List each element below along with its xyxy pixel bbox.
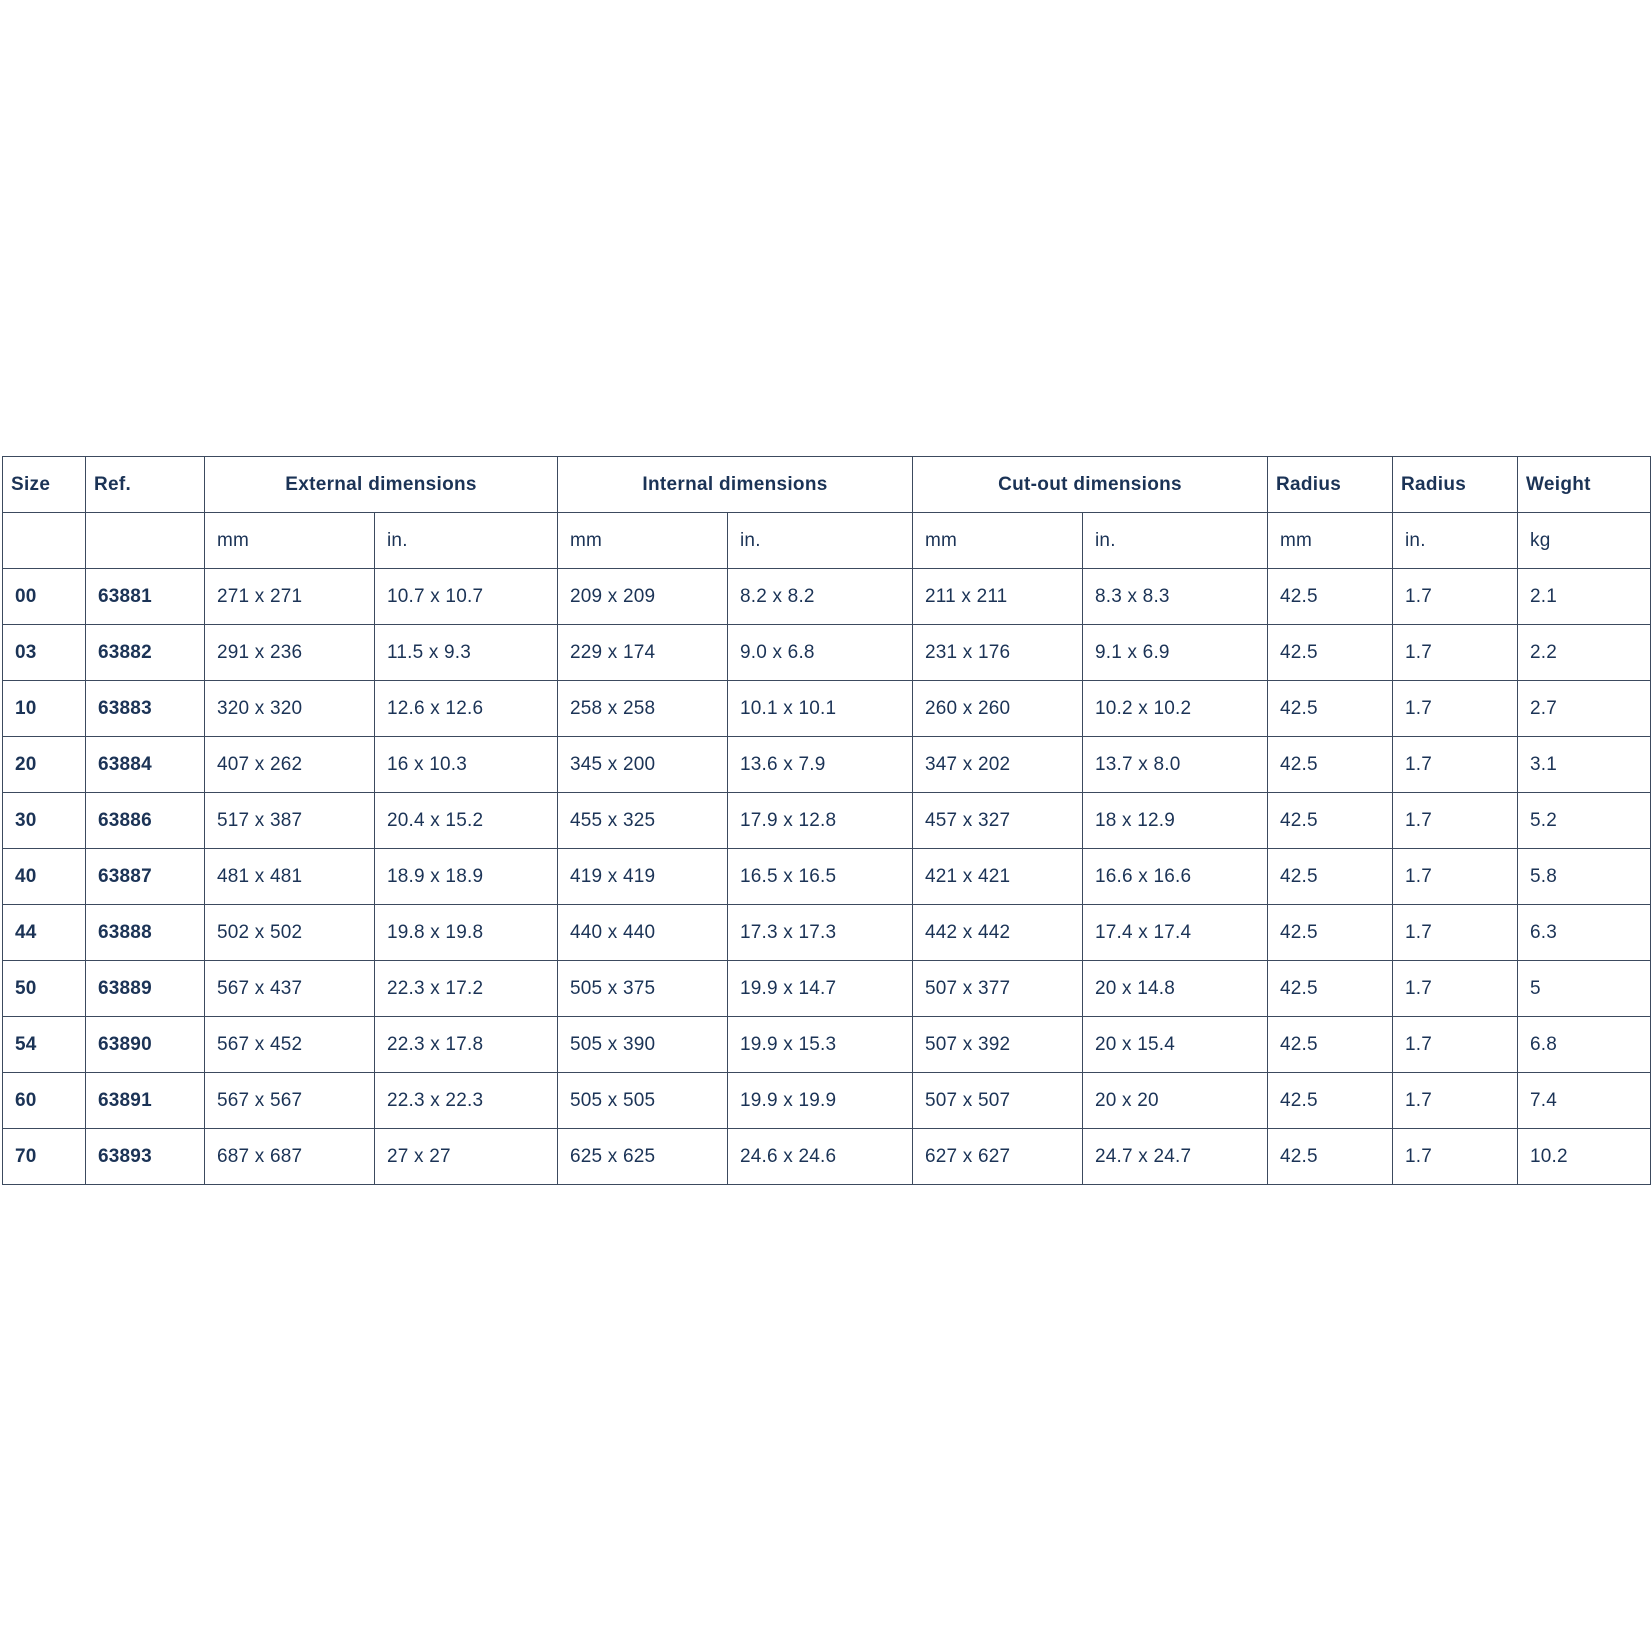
unit-ext-in: in. xyxy=(375,513,558,569)
cell-radius-mm: 42.5 xyxy=(1268,1129,1393,1185)
cell-cut-in: 13.7 x 8.0 xyxy=(1083,737,1268,793)
cell-size: 44 xyxy=(3,905,86,961)
header-weight: Weight xyxy=(1518,457,1651,513)
cell-int-in: 13.6 x 7.9 xyxy=(728,737,913,793)
cell-int-in: 24.6 x 24.6 xyxy=(728,1129,913,1185)
cell-cut-mm: 507 x 392 xyxy=(913,1017,1083,1073)
cell-int-mm: 419 x 419 xyxy=(558,849,728,905)
cell-int-mm: 345 x 200 xyxy=(558,737,728,793)
cell-radius-mm: 42.5 xyxy=(1268,793,1393,849)
cell-size: 30 xyxy=(3,793,86,849)
cell-ref: 63888 xyxy=(86,905,205,961)
cell-radius-in: 1.7 xyxy=(1393,1129,1518,1185)
cell-radius-mm: 42.5 xyxy=(1268,849,1393,905)
table-row xyxy=(3,737,1651,793)
cell-ext-mm: 271 x 271 xyxy=(205,569,375,625)
cell-ext-mm: 517 x 387 xyxy=(205,793,375,849)
cell-radius-mm: 42.5 xyxy=(1268,625,1393,681)
table-row xyxy=(3,1073,1651,1129)
cell-ref: 63884 xyxy=(86,737,205,793)
cell-cut-in: 20 x 20 xyxy=(1083,1073,1268,1129)
cell-ext-mm: 320 x 320 xyxy=(205,681,375,737)
cell-ref: 63882 xyxy=(86,625,205,681)
cell-radius-in: 1.7 xyxy=(1393,793,1518,849)
table-row xyxy=(3,1129,1651,1185)
cell-ext-in: 12.6 x 12.6 xyxy=(375,681,558,737)
cell-ext-mm: 687 x 687 xyxy=(205,1129,375,1185)
cell-radius-in: 1.7 xyxy=(1393,905,1518,961)
cell-ref: 63893 xyxy=(86,1129,205,1185)
cell-int-in: 19.9 x 15.3 xyxy=(728,1017,913,1073)
cell-ref: 63890 xyxy=(86,1017,205,1073)
cell-radius-in: 1.7 xyxy=(1393,961,1518,1017)
cell-size: 00 xyxy=(3,569,86,625)
table-row xyxy=(3,905,1651,961)
cell-int-mm: 440 x 440 xyxy=(558,905,728,961)
cell-ext-mm: 291 x 236 xyxy=(205,625,375,681)
cell-cut-mm: 231 x 176 xyxy=(913,625,1083,681)
cell-cut-in: 16.6 x 16.6 xyxy=(1083,849,1268,905)
header-internal-dimensions: Internal dimensions xyxy=(558,457,913,513)
cell-cut-mm: 211 x 211 xyxy=(913,569,1083,625)
cell-int-mm: 505 x 375 xyxy=(558,961,728,1017)
cell-ref: 63883 xyxy=(86,681,205,737)
cell-weight: 6.3 xyxy=(1518,905,1651,961)
cell-int-mm: 229 x 174 xyxy=(558,625,728,681)
cell-ext-in: 22.3 x 22.3 xyxy=(375,1073,558,1129)
cell-int-mm: 455 x 325 xyxy=(558,793,728,849)
spec-table-container xyxy=(2,456,1650,1185)
cell-ref: 63887 xyxy=(86,849,205,905)
cell-weight: 5.8 xyxy=(1518,849,1651,905)
cell-cut-in: 17.4 x 17.4 xyxy=(1083,905,1268,961)
cell-ext-in: 19.8 x 19.8 xyxy=(375,905,558,961)
cell-cut-mm: 347 x 202 xyxy=(913,737,1083,793)
cell-radius-in: 1.7 xyxy=(1393,849,1518,905)
cell-cut-mm: 507 x 507 xyxy=(913,1073,1083,1129)
unit-ref xyxy=(86,513,205,569)
cell-weight: 10.2 xyxy=(1518,1129,1651,1185)
cell-ext-in: 11.5 x 9.3 xyxy=(375,625,558,681)
cell-weight: 7.4 xyxy=(1518,1073,1651,1129)
cell-radius-in: 1.7 xyxy=(1393,737,1518,793)
cell-cut-in: 24.7 x 24.7 xyxy=(1083,1129,1268,1185)
cell-int-in: 17.3 x 17.3 xyxy=(728,905,913,961)
cell-ext-in: 18.9 x 18.9 xyxy=(375,849,558,905)
cell-int-in: 8.2 x 8.2 xyxy=(728,569,913,625)
cell-ext-mm: 502 x 502 xyxy=(205,905,375,961)
table-row xyxy=(3,1017,1651,1073)
header-radius-in: Radius xyxy=(1393,457,1518,513)
cell-ref: 63886 xyxy=(86,793,205,849)
cell-ext-in: 16 x 10.3 xyxy=(375,737,558,793)
cell-size: 10 xyxy=(3,681,86,737)
cell-radius-mm: 42.5 xyxy=(1268,737,1393,793)
table-row xyxy=(3,569,1651,625)
cell-radius-in: 1.7 xyxy=(1393,681,1518,737)
unit-size xyxy=(3,513,86,569)
dimensions-table xyxy=(2,456,1651,1185)
cell-size: 70 xyxy=(3,1129,86,1185)
cell-ext-in: 22.3 x 17.2 xyxy=(375,961,558,1017)
cell-weight: 2.7 xyxy=(1518,681,1651,737)
table-row xyxy=(3,681,1651,737)
cell-ext-mm: 567 x 567 xyxy=(205,1073,375,1129)
cell-size: 40 xyxy=(3,849,86,905)
cell-radius-mm: 42.5 xyxy=(1268,1017,1393,1073)
cell-cut-in: 20 x 14.8 xyxy=(1083,961,1268,1017)
cell-radius-in: 1.7 xyxy=(1393,569,1518,625)
cell-int-in: 10.1 x 10.1 xyxy=(728,681,913,737)
unit-cut-in: in. xyxy=(1083,513,1268,569)
cell-weight: 3.1 xyxy=(1518,737,1651,793)
header-size: Size xyxy=(3,457,86,513)
cell-int-mm: 505 x 390 xyxy=(558,1017,728,1073)
header-row xyxy=(3,457,1651,513)
cell-cut-in: 18 x 12.9 xyxy=(1083,793,1268,849)
cell-radius-mm: 42.5 xyxy=(1268,905,1393,961)
unit-weight: kg xyxy=(1518,513,1651,569)
cell-ext-in: 10.7 x 10.7 xyxy=(375,569,558,625)
cell-weight: 2.1 xyxy=(1518,569,1651,625)
cell-cut-mm: 442 x 442 xyxy=(913,905,1083,961)
table-row xyxy=(3,793,1651,849)
cell-int-mm: 625 x 625 xyxy=(558,1129,728,1185)
cell-radius-in: 1.7 xyxy=(1393,1073,1518,1129)
cell-ref: 63889 xyxy=(86,961,205,1017)
cell-cut-in: 8.3 x 8.3 xyxy=(1083,569,1268,625)
cell-radius-mm: 42.5 xyxy=(1268,681,1393,737)
header-external-dimensions: External dimensions xyxy=(205,457,558,513)
table-body xyxy=(3,569,1651,1185)
cell-ext-in: 20.4 x 15.2 xyxy=(375,793,558,849)
cell-ext-in: 22.3 x 17.8 xyxy=(375,1017,558,1073)
cell-int-mm: 258 x 258 xyxy=(558,681,728,737)
table-row xyxy=(3,625,1651,681)
cell-ext-mm: 481 x 481 xyxy=(205,849,375,905)
cell-int-in: 19.9 x 19.9 xyxy=(728,1073,913,1129)
header-radius-mm: Radius xyxy=(1268,457,1393,513)
cell-ext-in: 27 x 27 xyxy=(375,1129,558,1185)
cell-size: 60 xyxy=(3,1073,86,1129)
cell-size: 20 xyxy=(3,737,86,793)
unit-radius-mm: mm xyxy=(1268,513,1393,569)
cell-cut-in: 20 x 15.4 xyxy=(1083,1017,1268,1073)
cell-ref: 63891 xyxy=(86,1073,205,1129)
cell-size: 54 xyxy=(3,1017,86,1073)
cell-ext-mm: 407 x 262 xyxy=(205,737,375,793)
cell-weight: 2.2 xyxy=(1518,625,1651,681)
cell-cut-in: 9.1 x 6.9 xyxy=(1083,625,1268,681)
cell-radius-in: 1.7 xyxy=(1393,625,1518,681)
cell-size: 03 xyxy=(3,625,86,681)
cell-cut-mm: 507 x 377 xyxy=(913,961,1083,1017)
cell-int-mm: 505 x 505 xyxy=(558,1073,728,1129)
cell-weight: 5.2 xyxy=(1518,793,1651,849)
cell-ref: 63881 xyxy=(86,569,205,625)
cell-ext-mm: 567 x 437 xyxy=(205,961,375,1017)
cell-cut-in: 10.2 x 10.2 xyxy=(1083,681,1268,737)
unit-ext-mm: mm xyxy=(205,513,375,569)
header-cutout-dimensions: Cut-out dimensions xyxy=(913,457,1268,513)
unit-int-in: in. xyxy=(728,513,913,569)
units-row xyxy=(3,513,1651,569)
unit-int-mm: mm xyxy=(558,513,728,569)
cell-ext-mm: 567 x 452 xyxy=(205,1017,375,1073)
cell-radius-in: 1.7 xyxy=(1393,1017,1518,1073)
cell-cut-mm: 457 x 327 xyxy=(913,793,1083,849)
cell-cut-mm: 421 x 421 xyxy=(913,849,1083,905)
unit-radius-in: in. xyxy=(1393,513,1518,569)
cell-int-in: 16.5 x 16.5 xyxy=(728,849,913,905)
table-row xyxy=(3,849,1651,905)
cell-cut-mm: 627 x 627 xyxy=(913,1129,1083,1185)
table-header xyxy=(3,457,1651,569)
cell-size: 50 xyxy=(3,961,86,1017)
table-row xyxy=(3,961,1651,1017)
cell-int-in: 9.0 x 6.8 xyxy=(728,625,913,681)
cell-radius-mm: 42.5 xyxy=(1268,1073,1393,1129)
header-ref: Ref. xyxy=(86,457,205,513)
cell-weight: 6.8 xyxy=(1518,1017,1651,1073)
cell-int-in: 19.9 x 14.7 xyxy=(728,961,913,1017)
cell-weight: 5 xyxy=(1518,961,1651,1017)
cell-int-mm: 209 x 209 xyxy=(558,569,728,625)
cell-int-in: 17.9 x 12.8 xyxy=(728,793,913,849)
cell-radius-mm: 42.5 xyxy=(1268,961,1393,1017)
cell-cut-mm: 260 x 260 xyxy=(913,681,1083,737)
cell-radius-mm: 42.5 xyxy=(1268,569,1393,625)
unit-cut-mm: mm xyxy=(913,513,1083,569)
